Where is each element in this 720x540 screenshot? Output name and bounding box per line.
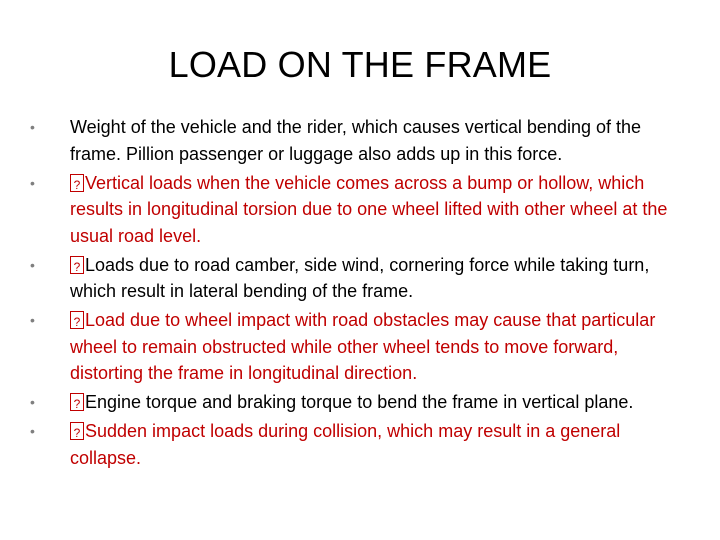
bullet-item-3 [30, 252, 690, 305]
bullet-text: Sudden impact loads during collision, which may result in a general collapse. [70, 421, 621, 468]
bullet-item-5 [30, 389, 690, 416]
missing-glyph-icon [70, 256, 84, 274]
bullet-dot-icon: • [30, 312, 35, 328]
bullet-text: Weight of the vehicle and the rider, which causes vertical bending of the frame. Pillion passenger or luggage also adds up in this force. [70, 117, 642, 164]
bullet-dot-icon: • [30, 119, 35, 135]
slide-title: LOAD ON THE FRAME [168, 44, 552, 85]
missing-glyph-icon [70, 422, 84, 440]
missing-glyph-icon [70, 393, 84, 411]
bullet-item-1 [30, 114, 690, 167]
bullet-item-4 [30, 307, 690, 387]
bullet-text: Load due to wheel impact with road obstacles may cause that particular wheel to remain obstructed while other wheel tends to move forward, distorting the frame in longitudinal direction. [70, 310, 656, 383]
bullet-text: Loads due to road camber, side wind, cornering force while taking turn, which result in lateral bending of the frame. [70, 254, 650, 301]
missing-glyph-icon [70, 174, 84, 192]
bullet-list [30, 114, 690, 474]
bullet-dot-icon: • [30, 394, 35, 410]
bullet-dot-icon: • [30, 256, 35, 273]
bullet-dot-icon: • [30, 423, 35, 439]
bullet-text: Engine torque and braking torque to bend the frame in vertical plane. [85, 392, 634, 412]
missing-glyph-icon [70, 311, 84, 329]
bullet-item-6 [30, 418, 690, 471]
bullet-dot-icon: • [30, 174, 35, 191]
bullet-text: Vertical loads when the vehicle comes across a bump or hollow, which results in longitudinal torsion due to one wheel lifted with other wheel at the usual road level. [70, 172, 668, 246]
bullet-item-2 [30, 170, 690, 250]
